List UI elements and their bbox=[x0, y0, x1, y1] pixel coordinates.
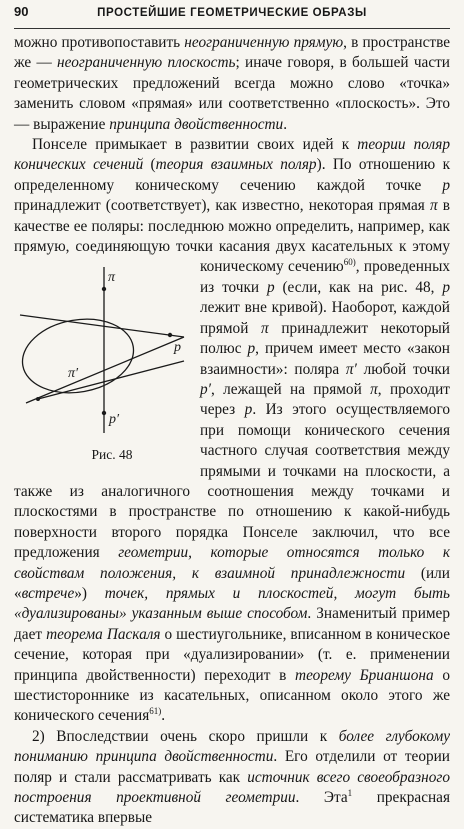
figure-48-diagram bbox=[14, 261, 192, 443]
figure-48 bbox=[14, 261, 192, 467]
tangent-line-upper bbox=[20, 315, 184, 337]
running-title: ПРОСТЕЙШИЕ ГЕОМЕТРИЧЕСКИЕ ОБРАЗЫ bbox=[97, 7, 367, 19]
page-number: 90 bbox=[14, 4, 29, 19]
point-on-pi bbox=[102, 287, 106, 291]
paragraph-2: Понселе примыкает в развитии своих идей к теории поляр конических сечений (теория взаимных поляр). По отношению к определенному коническому сечению каждой точке p принадлежит (соответствует), как известно, некоторая прямая π в качестве ее поляры: последнюю можно определить, например, как прямую, соединяющую точки касания двух касательных к этому коническому сечению π p π′ p′ Рис. 48 $^{60)}$, проведенных из точки p (если, как на рис. 48, p лежит вне кривой). Наоборот, каждой прямой π принадлежит некоторый полюс p, причем имеет место «закон взаимности»: поляра π′ любой точки p′, лежащей на прямой π, проходит через p. Из этого осуществляемого при помощи конического сечения частного случая соответствия между прямыми и точками на плоскости, а также из аналогичного соотношения между точками и плоскостями в пространстве по отношению к какой-нибудь поверхности второго порядка Понселе заключил, что все предложения геометрии, которые относятся только к свойствам положения, к взаимной принадлежности (или «встрече») точек, прямых и плоскостей, могут быть «дуализированы» указанным выше способом. Знаменитый пример дает теорема Паскаля о шестиугольнике, вписанном в коническое сечение, которая при «дуализировании» (т. е. применении принципа двойственности) переходит в теорему Брианшона о шестистороннике из касательных, описанном около этого же конического сечения$^{61)}$. bbox=[14, 136, 451, 725]
label-p: p bbox=[174, 340, 181, 356]
paragraph-1: можно противопоставить неограниченную прямую, в пространстве же — неограниченную плоскость; иначе говоря, в большей части геометрических предложений всегда можно слово «точка» заменить словом «прямая» или соответственно «плоскость». Это — выражение принципа двойственности. bbox=[14, 34, 450, 133]
label-pi-prime: π′ bbox=[68, 366, 79, 382]
label-pi: π bbox=[108, 270, 116, 286]
figure-caption: Рис. 48 bbox=[91, 447, 133, 463]
page-header bbox=[14, 4, 450, 29]
paragraph-3: 2) Впоследствии очень скоро пришли к более глубокому пониманию принципа двойственности. Его отделили от теории поляр и стали рассматривать как источник всего своеобразного построения проективной геометрии. Эта$^1$ прекрасная систематика впервые bbox=[14, 727, 451, 827]
conic-ellipse bbox=[17, 311, 140, 401]
polar-line-pi-prime bbox=[38, 361, 184, 399]
label-p-prime: p′ bbox=[109, 412, 120, 428]
point-end bbox=[36, 397, 40, 401]
point-p bbox=[168, 333, 172, 337]
point-p-prime bbox=[102, 411, 106, 415]
tangent-line-lower bbox=[26, 337, 184, 403]
